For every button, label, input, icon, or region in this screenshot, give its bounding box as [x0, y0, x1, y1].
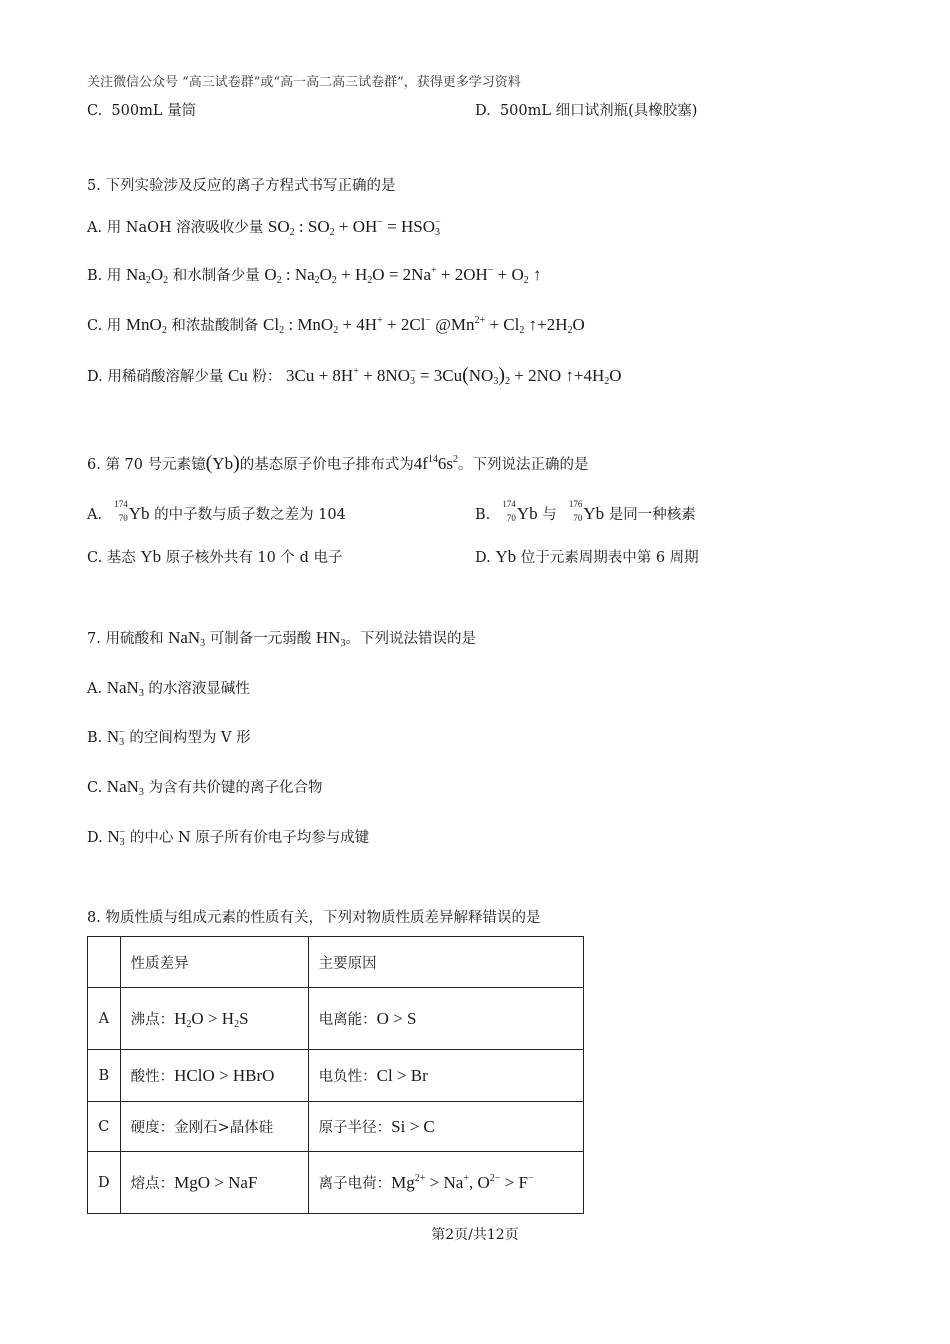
q6-option-a-text: 的中子数与质子数之差为 104: [154, 507, 346, 523]
q6-stem-post: 。下列说法正确的是: [458, 457, 589, 473]
q7-option-c-label: C.: [87, 780, 103, 796]
q6-option-a-label: A.: [87, 507, 103, 523]
q4-option-d-label: D.: [475, 103, 491, 119]
q6-option-b-text: 与: [542, 507, 557, 523]
table-row-property-label: 酸性：: [130, 1069, 175, 1085]
q7-option-b-formula: $N_3^-$: [106, 727, 125, 748]
table-row-property-formula: HClO > HBrO: [174, 1066, 275, 1085]
table-row-reason-formula: $Mg^{2+} > Na^+$, $O^{2-} > F^-$: [391, 1173, 534, 1192]
q7-option-d-label: D.: [87, 830, 103, 846]
q6-option-a-isotope: 174 70 Yb: [114, 499, 150, 523]
q5-option-c-formula: MnO$_2$: [125, 315, 167, 336]
q5-option-b-label: B.: [87, 268, 103, 284]
q6-option-d-label: D.: [475, 550, 491, 566]
table-row-property-label: 沸点：: [130, 1011, 175, 1028]
q7-stem-pre: 7. 用硫酸和: [87, 631, 164, 647]
table-row-property-label: 硬度：金刚石>晶体硅: [130, 1120, 274, 1136]
q6-element-symbol: (Yb): [205, 452, 240, 474]
table-row-property: [120, 1050, 308, 1102]
table-header-cell-1: 性质差异: [120, 937, 308, 988]
q6-option-b-label: B.: [475, 507, 491, 523]
q6-option-b-text2: 是同一种核素: [608, 507, 696, 523]
header-notice: 关注微信公众号 “高三试卷群”或“高一高二高三试卷群”，获得更多学习资料: [87, 75, 521, 90]
q5-option-b: [87, 264, 542, 286]
q6-option-d-text: 位于元素周期表中第 6 周期: [520, 550, 699, 566]
q7-option-b-label: B.: [87, 730, 103, 746]
q5-option-c-text2: 和浓盐酸制备: [171, 318, 259, 334]
q6-stem-mid: 的基态原子价电子排布式为: [239, 457, 414, 473]
q5-option-c-text: 用: [106, 318, 122, 334]
q5-option-d: [87, 364, 622, 387]
q6-stem-pre: 6. 第 70 号元素镱: [87, 457, 206, 473]
table-header-cell-2: 主要原因: [308, 937, 583, 988]
table-row-reason: [308, 988, 583, 1050]
q5-option-d-formula: Cu: [227, 366, 248, 385]
q6-option-c: [87, 546, 342, 567]
q4-option-c-text: 500mL 量筒: [111, 103, 197, 119]
q5-option-a: [87, 216, 441, 238]
table-row-property-formula: MgO > NaF: [174, 1173, 258, 1192]
q5-option-a-label: A.: [87, 220, 103, 236]
table-row-property-label: 熔点：: [130, 1176, 175, 1192]
q4-option-d: [475, 99, 697, 120]
table-row-reason-formula: Cl > Br: [376, 1066, 428, 1085]
q7-stem: [87, 627, 476, 649]
q7-option-d-formula: $N_3^-$: [107, 827, 126, 848]
table-header-cell-0: [88, 937, 121, 988]
table-row: [88, 1050, 584, 1102]
table-row: [88, 1152, 584, 1214]
q7-option-a: [87, 677, 250, 699]
table-row-property: [120, 1102, 308, 1152]
q6-option-b-isotope-1: 174 70 Yb: [502, 499, 538, 523]
table-row-key: C: [88, 1102, 121, 1152]
q5-option-b-text: 用: [106, 268, 122, 284]
table-row-reason-label: 电负性：: [318, 1069, 377, 1085]
q4-option-c-label: C.: [87, 103, 103, 119]
q6-option-c-label: C.: [87, 550, 103, 566]
q7-option-c-text: 为含有共价键的离子化合物: [148, 780, 323, 796]
table-row-property: [120, 988, 308, 1050]
q6-option-b: [475, 499, 696, 524]
q5-option-d-text2: 粉：: [252, 369, 282, 385]
q7-option-b-text: 的空间构型为 V 形: [129, 730, 251, 746]
q6-option-c-text: 基态: [106, 550, 136, 566]
q7-formula-hn3: $HN_3$: [315, 628, 346, 649]
table-row: [88, 1102, 584, 1152]
q5-option-a-equation: $SO_2$ : $SO_2 + OH^- = HSO_3^-$: [267, 217, 441, 238]
table-row-reason-label: 电离能：: [318, 1012, 377, 1028]
q7-option-c-formula: NaN$_3$: [106, 777, 144, 798]
q7-stem-post: 。下列说法错误的是: [345, 631, 476, 647]
table-row-property-formula: $H_2O > H_2S$: [174, 1008, 249, 1030]
q6-option-a: [87, 499, 346, 524]
table-row-reason-formula: O > S: [376, 1009, 417, 1028]
table-row-key: D: [88, 1152, 121, 1214]
table-row-reason: [308, 1152, 583, 1214]
q5-option-d-label: D.: [87, 369, 103, 385]
q7-option-d-text: 的中心 N 原子所有价电子均参与成键: [129, 830, 370, 846]
table-row-property: [120, 1152, 308, 1214]
q5-option-b-text2: 和水制备少量: [172, 268, 260, 284]
q6-option-c-symbol: Yb: [140, 547, 162, 566]
q5-option-d-equation: $3Cu + 8H^+ + 8NO_3^- = 3Cu(NO_3)_2 + 2NO$ $↑+4H_2O$: [286, 364, 622, 387]
q6-stem: [87, 452, 589, 475]
q5-option-c-equation: $Cl_2$ : MnO$_2$ + 4H+ + 2Cl− $@Mn^{2+} + Cl_2$ $↑+2H_2O$: [263, 315, 585, 336]
q5-stem: 5. 下列实验涉及反应的离子方程式书写正确的是: [87, 178, 396, 194]
q6-config: $4f^{14}6s^2$: [413, 454, 459, 473]
q5-option-c-label: C.: [87, 318, 103, 334]
q7-option-b: [87, 726, 251, 748]
table-header-row: [88, 937, 584, 988]
table-row-reason-formula: Si > C: [391, 1117, 435, 1136]
q8-stem: 8. 物质性质与组成元素的性质有关，下列对物质性质差异解释错误的是: [87, 910, 541, 926]
q5-option-c: [87, 314, 585, 336]
q7-option-a-label: A.: [87, 681, 103, 697]
q8-table: [87, 936, 584, 1214]
page-number: 第2页/共12页: [431, 1227, 519, 1243]
q7-option-d: [87, 826, 369, 848]
q5-option-d-text: 用稀硝酸溶解少量: [107, 369, 224, 385]
table-row: [88, 988, 584, 1050]
q5-option-b-equation: $O_2$ : $Na_2O_2 + H_2O = 2Na^+ + 2OH^- + O_2$ ↑: [264, 265, 542, 286]
table-row-key: A: [88, 988, 121, 1050]
q5-option-a-text: 用 NaOH 溶液吸收少量: [106, 220, 264, 236]
q7-stem-mid: 可制备一元弱酸: [209, 631, 312, 647]
table-row-reason: [308, 1102, 583, 1152]
table-row-key: B: [88, 1050, 121, 1102]
q5-option-b-formula: $Na_2O_2$: [125, 265, 169, 286]
q6-option-c-text2: 原子核外共有 10 个 d 电子: [165, 550, 343, 566]
q6-option-d-symbol: Yb: [495, 547, 517, 566]
q7-option-c: [87, 776, 323, 798]
q7-formula-nan3: NaN$_3$: [168, 628, 206, 649]
q7-option-a-formula: NaN$_3$: [106, 678, 144, 699]
q4-option-c: [87, 99, 196, 120]
table-row-reason: [308, 1050, 583, 1102]
table-row-reason-label: 原子半径：: [318, 1120, 392, 1136]
q6-option-b-isotope-2: 176 70 Yb: [568, 499, 605, 523]
q7-option-a-text: 的水溶液显碱性: [148, 681, 250, 697]
q6-option-d: [475, 546, 699, 567]
q4-option-d-text: 500mL 细口试剂瓶(具橡胶塞): [499, 103, 698, 119]
table-row-reason-label: 离子电荷：: [318, 1176, 392, 1192]
